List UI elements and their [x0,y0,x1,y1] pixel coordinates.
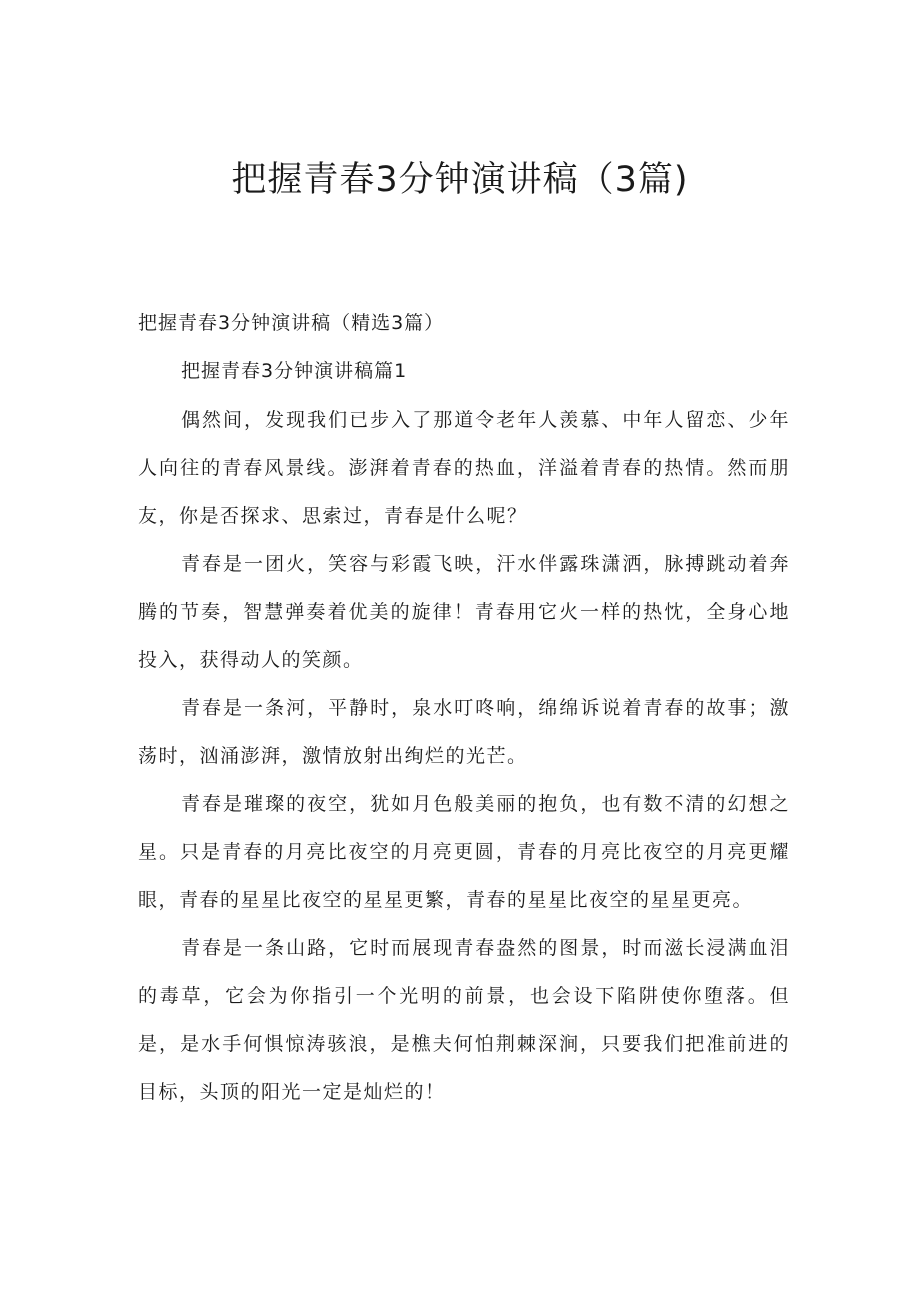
paragraph-1: 偶然间，发现我们已步入了那道令老年人羡慕、中年人留恋、少年人向往的青春风景线。澎湃着青春的热血，洋溢着青春的热情。然而朋友，你是否探求、思索过，青春是什么呢？ [138,409,790,527]
document-subtitle: 把握青春3分钟演讲稿（精选3篇） [138,312,445,334]
paragraph-5: 青春是一条山路，它时而展现青春盎然的图景，时而滋长浸满血泪的毒草，它会为你指引一个光明的前景，也会设下陷阱使你堕落。但是，是水手何惧惊涛骇浪，是樵夫何怕荆棘深涧，只要我们把准前进的目标，头顶的阳光一定是灿烂的！ [138,937,790,1103]
paragraph-3: 青春是一条河，平静时，泉水叮咚响，绵绵诉说着青春的故事；激荡时，汹涌澎湃，激情放射出绚烂的光芒。 [138,697,790,767]
paragraph-4: 青春是璀璨的夜空，犹如月色般美丽的抱负，也有数不清的幻想之星。只是青春的月亮比夜空的月亮更圆，青春的月亮比夜空的月亮更耀眼，青春的星星比夜空的星星更繁，青春的星星比夜空的星星更亮。 [138,793,790,911]
document-title: 把握青春3分钟演讲稿（3篇) [231,160,689,200]
paragraph-2: 青春是一团火，笑容与彩霞飞映，汗水伴露珠潇洒，脉搏跳动着奔腾的节奏，智慧弹奏着优美的旋律！青春用它火一样的热忱，全身心地投入，获得动人的笑颜。 [138,553,790,671]
section-heading: 把握青春3分钟演讲稿篇1 [181,360,408,382]
